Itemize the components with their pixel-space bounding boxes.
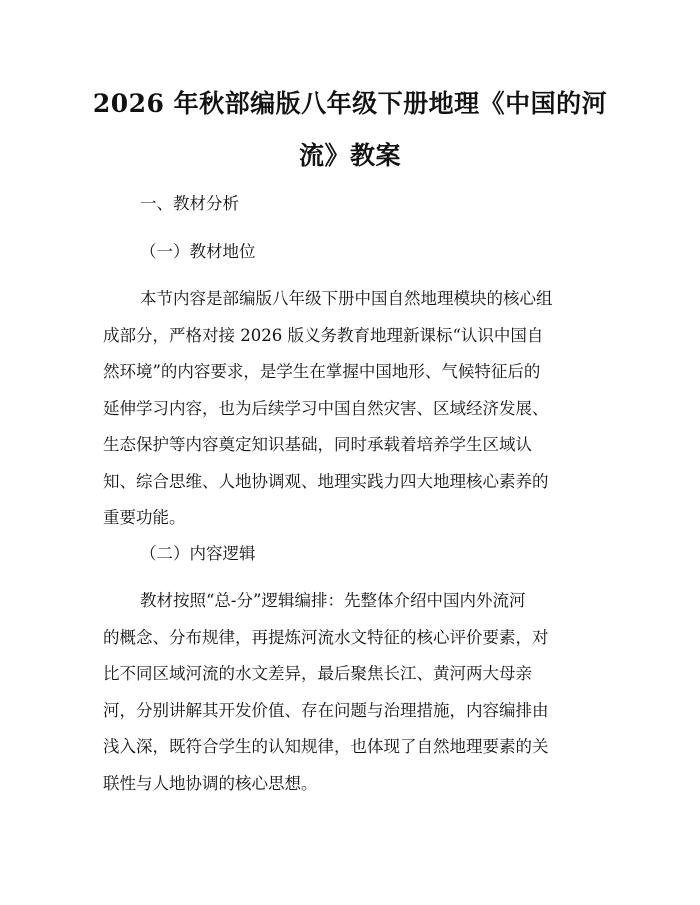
document-title	[90, 78, 610, 182]
paragraph-line: 延伸学习内容，也为后续学习中国自然灾害、区域经济发展、	[103, 398, 549, 418]
paragraph-content-logic	[103, 583, 599, 802]
paragraph-line: 浅入深，既符合学生的认知规律，也体现了自然地理要素的关	[103, 737, 549, 756]
paragraph-teaching-position	[103, 281, 599, 537]
subsection-heading: （二）内容逻辑	[140, 544, 256, 563]
paragraph-line: 重要功能。	[103, 508, 186, 527]
paragraph-line: 教材按照“总-分”逻辑编排：先整体介绍中国内外流河	[140, 591, 526, 610]
paragraph-line: 生态保护等内容奠定知识基础，同时承载着培养学生区域认	[103, 435, 532, 454]
paragraph-line: 的概念、分布规律，再提炼河流水文特征的核心评价要素，对	[103, 627, 549, 647]
paragraph-line: 河，分别讲解其开发价值、存在问题与治理措施，内容编排由	[103, 700, 549, 720]
paragraph-line: 知、综合思维、人地协调观、地理实践力四大地理核心素养的	[103, 471, 549, 491]
paragraph-line: 比不同区域河流的水文差异，最后聚焦长江、黄河两大母亲	[103, 664, 532, 683]
paragraph-line: 成部分，严格对接 2026 版义务教育地理新课标“认识中国自	[103, 325, 544, 345]
section-heading: 一、教材分析	[140, 194, 239, 213]
paragraph-line: 联性与人地协调的核心思想。	[103, 773, 318, 793]
paragraph-line: 然环境”的内容要求，是学生在掌握中国地形、气候特征后的	[103, 362, 541, 381]
paragraph-line: 本节内容是部编版八年级下册中国自然地理模块的核心组	[140, 289, 553, 308]
title-line: 流》教案	[298, 141, 401, 170]
title-line: 2026 年秋部编版八年级下册地理《中国的河	[92, 89, 608, 118]
subsection-heading: （一）教材地位	[140, 242, 256, 261]
